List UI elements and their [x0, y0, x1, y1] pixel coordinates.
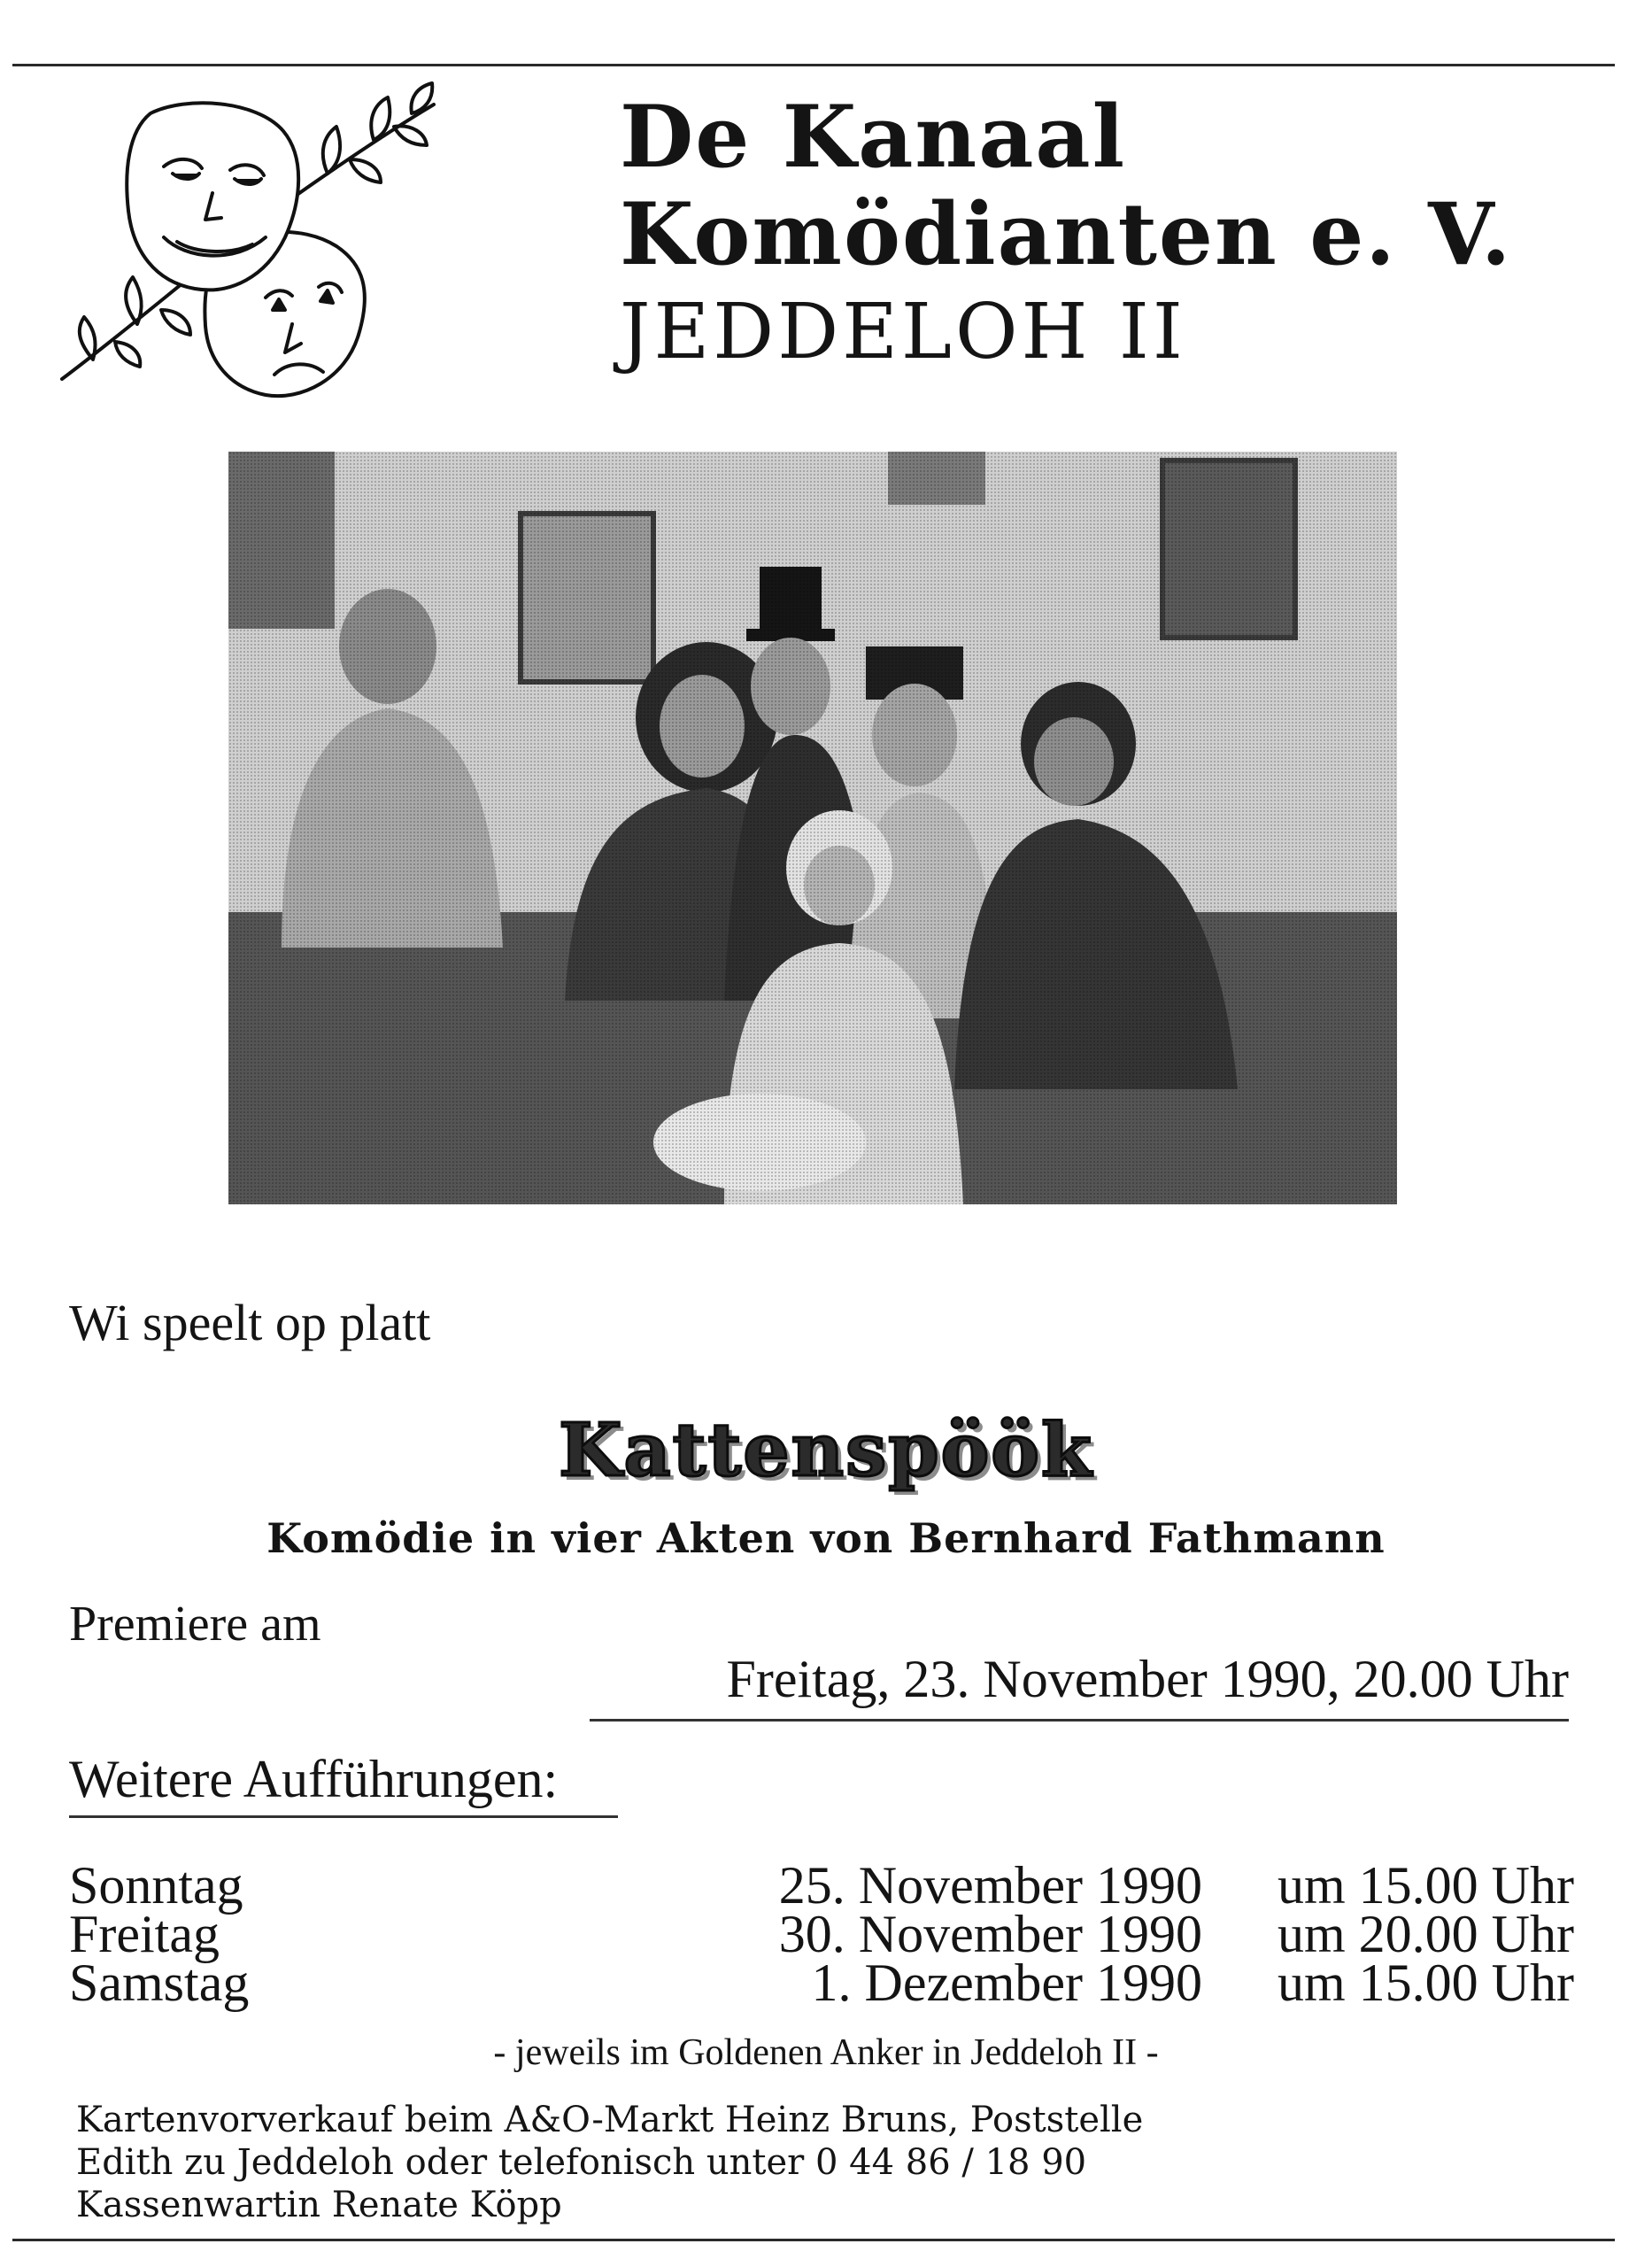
performance-time: um 15.00 Uhr: [1278, 1954, 1574, 2012]
performance-row: [69, 1905, 1574, 1963]
performance-time: um 15.00 Uhr: [1278, 1856, 1574, 1915]
performance-time: um 20.00 Uhr: [1278, 1905, 1574, 1963]
performance-date: 25. November 1990: [778, 1856, 1202, 1915]
ticket-info-line-1: Kartenvorverkauf beim A&O-Markt Heinz Bruns, Poststelle: [76, 2100, 1144, 2140]
play-subtitle: Komödie in vier Akten von Bernhard Fathmann: [266, 1514, 1386, 1562]
organization-name: [620, 89, 1512, 381]
ticket-info-line-2: Edith zu Jeddeloh oder telefonisch unter 0 44 86 / 18 90: [76, 2142, 1087, 2183]
performance-day: Samstag: [69, 1954, 250, 2012]
tagline: Wi speelt op platt: [69, 1294, 431, 1351]
top-rule: [12, 64, 1615, 66]
performance-date: 30. November 1990: [778, 1905, 1202, 1963]
theatre-masks-logo-icon: [53, 78, 469, 406]
ticket-info-line-3: Kassenwartin Renate Köpp: [76, 2185, 562, 2225]
performance-date: 1. Dezember 1990: [811, 1954, 1202, 2012]
performance-row: [69, 1954, 1574, 2012]
org-name-line-2: Komödianten e. V.: [620, 184, 1513, 284]
org-name-line-1: De Kanaal: [620, 87, 1127, 187]
play-title: Kattenspöök: [559, 1408, 1093, 1493]
premiere-label: Premiere am: [69, 1597, 321, 1652]
premiere-date: Freitag, 23. November 1990, 20.00 Uhr: [590, 1649, 1569, 1722]
ticket-info: [76, 2099, 1143, 2226]
performance-day: Sonntag: [69, 1856, 243, 1915]
ensemble-group-photo: [228, 452, 1397, 1204]
venue-note: - jeweils im Goldenen Anker in Jeddeloh II -: [493, 2032, 1159, 2073]
performance-day: Freitag: [69, 1905, 220, 1963]
bottom-rule: [12, 2239, 1615, 2241]
org-location: JEDDELOH II: [620, 288, 1186, 376]
performance-row: [69, 1856, 1574, 1915]
further-performances-heading: Weitere Aufführungen:: [69, 1749, 618, 1818]
